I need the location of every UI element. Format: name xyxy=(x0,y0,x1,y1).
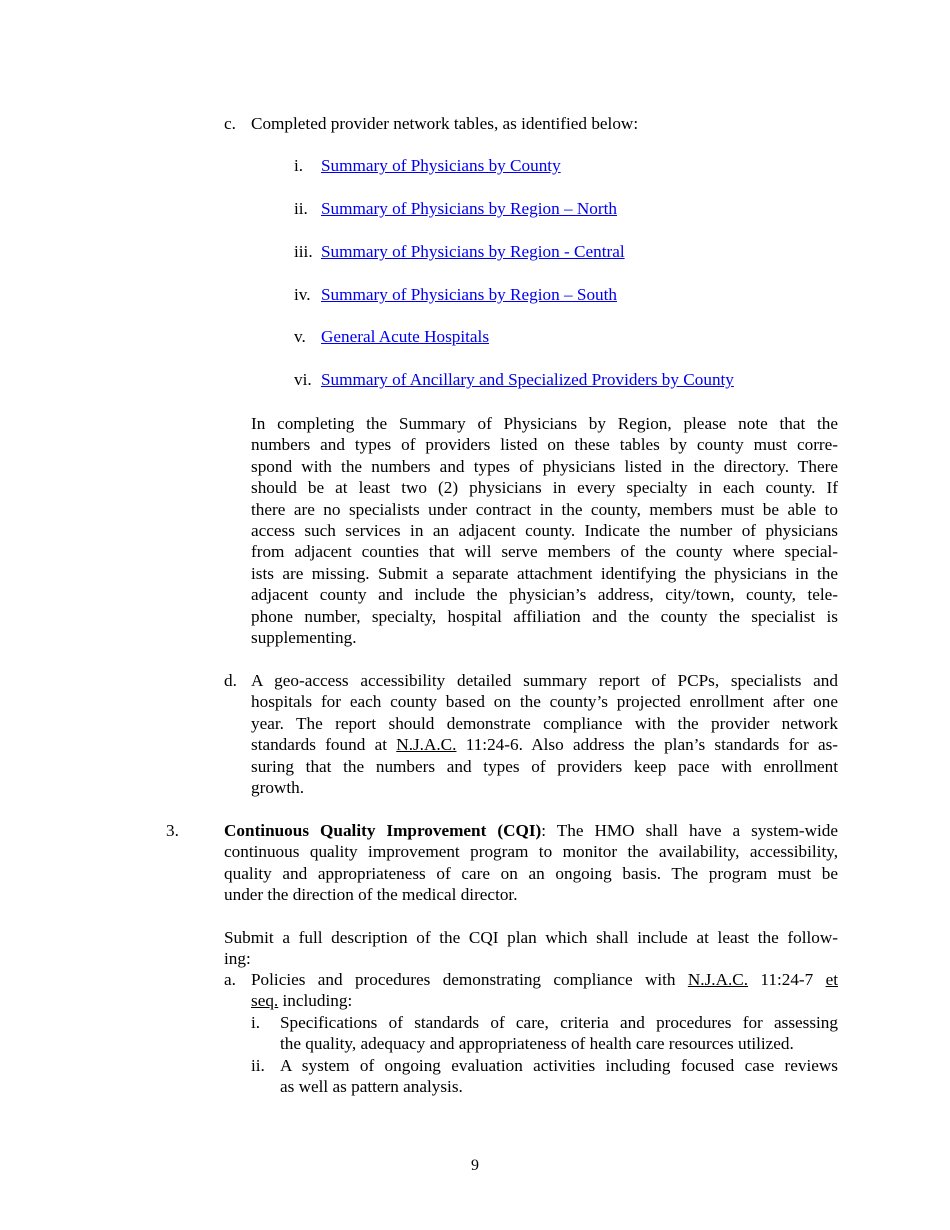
cqi-item-a-marker: a. xyxy=(224,970,236,989)
item-d-line4-pre: standards found at xyxy=(251,735,397,755)
et-seq-reference: et xyxy=(825,970,838,989)
cqi-sub-item-line: Specifications of standards of care, criteria and procedures for assessing xyxy=(280,1013,838,1032)
cqi-heading-colon: : xyxy=(541,821,547,840)
link-marker-v: v. xyxy=(294,327,306,346)
link-general-acute-hospitals[interactable]: General Acute Hospitals xyxy=(321,327,490,346)
cqi-sub-item-ii xyxy=(280,1055,838,1098)
note-line: should be at least two (2) physicians in every specialty in each county. If xyxy=(251,478,838,498)
note-line: from adjacent counties that will serve members of the county where special- xyxy=(251,542,838,562)
note-line: spond with the numbers and types of physicians listed in the directory. There xyxy=(251,456,838,476)
cqi-sub-item-ii-marker: ii. xyxy=(251,1056,265,1075)
cqi-sub-item-i-marker: i. xyxy=(251,1013,261,1032)
note-line: there are no specialists under contract in the county, members must be able to xyxy=(251,499,838,519)
section-3-intro xyxy=(224,820,838,906)
link-summary-physicians-county[interactable]: Summary of Physicians by County xyxy=(321,156,561,175)
network-table-note xyxy=(251,413,838,648)
link-marker-iii: iii. xyxy=(294,242,313,261)
page-number: 9 xyxy=(471,1157,479,1174)
cqi-sub-item-line: the quality, adequacy and appropriateness of health care resources utilized. xyxy=(280,1034,794,1054)
section-3-line: continuous quality improvement program to monitor the availability, accessibility, xyxy=(224,842,838,862)
item-d-line: suring that the numbers and types of providers keep pace with enrollment xyxy=(251,756,838,776)
note-line: phone number, specialty, hospital affiliation and the county the specialist is xyxy=(251,606,838,626)
note-line: numbers and types of providers listed on these tables by county must corre- xyxy=(251,435,838,455)
item-d-marker: d. xyxy=(224,671,237,690)
cqi-item-a-pre: Policies and procedures demonstrating compliance with xyxy=(251,970,688,989)
link-marker-iv: iv. xyxy=(294,285,311,304)
section-3-line: under the direction of the medical director. xyxy=(224,885,518,905)
item-c-text: Completed provider network tables, as identified below: xyxy=(251,114,639,133)
njac-reference: N.J.A.C. xyxy=(396,735,457,755)
section-3-line: quality and appropriateness of care on an ongoing basis. The program must be xyxy=(224,863,838,883)
cqi-heading: Continuous Quality Improvement (CQI) xyxy=(224,821,542,840)
cqi-sub-item-line: as well as pattern analysis. xyxy=(280,1077,463,1097)
item-c-marker: c. xyxy=(224,114,236,133)
submit-line: ing: xyxy=(224,949,251,969)
note-line: ists are missing. Submit a separate attachment identifying the physicians in the xyxy=(251,563,838,583)
njac-reference: N.J.A.C. xyxy=(687,970,749,989)
item-d-text xyxy=(251,670,838,798)
et-seq-reference: seq. xyxy=(251,991,279,1011)
link-summary-region-north[interactable]: Summary of Physicians by Region – North xyxy=(321,199,617,218)
item-d-line: A geo-access accessibility detailed summary report of PCPs, specialists and xyxy=(251,671,838,690)
cqi-sub-item-i xyxy=(280,1012,838,1055)
item-d-line: growth. xyxy=(251,778,304,798)
cqi-sub-item-line: A system of ongoing evaluation activities including focused case reviews xyxy=(280,1056,838,1075)
item-d-line: year. The report should demonstrate compliance with the provider network xyxy=(251,713,838,733)
item-d-line xyxy=(251,734,838,755)
link-marker-i: i. xyxy=(294,156,304,175)
note-line: access such services in an adjacent county. Indicate the number of physicians xyxy=(251,521,838,541)
item-d-line4-post: 11:24-6. Also address the plan’s standards for as- xyxy=(456,735,838,755)
link-marker-vi: vi. xyxy=(294,370,312,389)
note-line: adjacent county and include the physician’s address, city/town, county, tele- xyxy=(251,585,838,605)
cqi-item-a-line xyxy=(251,990,838,1011)
item-d-line: hospitals for each county based on the county’s projected enrollment after one xyxy=(251,692,838,712)
note-line: supplementing. xyxy=(251,628,357,648)
section-3-line xyxy=(224,820,838,841)
link-ancillary-specialized-providers[interactable]: Summary of Ancillary and Specialized Providers by County xyxy=(321,370,734,389)
submit-line: Submit a full description of the CQI plan which shall include at least the follow- xyxy=(224,928,838,947)
cqi-item-a-line xyxy=(251,969,838,990)
cqi-submit-paragraph xyxy=(224,927,838,970)
cqi-item-a-mid: 11:24-7 xyxy=(748,970,826,989)
note-line: In completing the Summary of Physicians by Region, please note that the xyxy=(251,414,838,433)
section-3-number: 3. xyxy=(166,821,179,840)
link-summary-region-south[interactable]: Summary of Physicians by Region – South xyxy=(321,285,618,304)
cqi-item-a-text xyxy=(251,969,838,1012)
link-marker-ii: ii. xyxy=(294,199,308,218)
section-3-line1-rest: The HMO shall have a system-wide xyxy=(546,821,838,840)
link-summary-region-central[interactable]: Summary of Physicians by Region - Central xyxy=(321,242,625,261)
cqi-item-a-post: including: xyxy=(278,991,353,1011)
